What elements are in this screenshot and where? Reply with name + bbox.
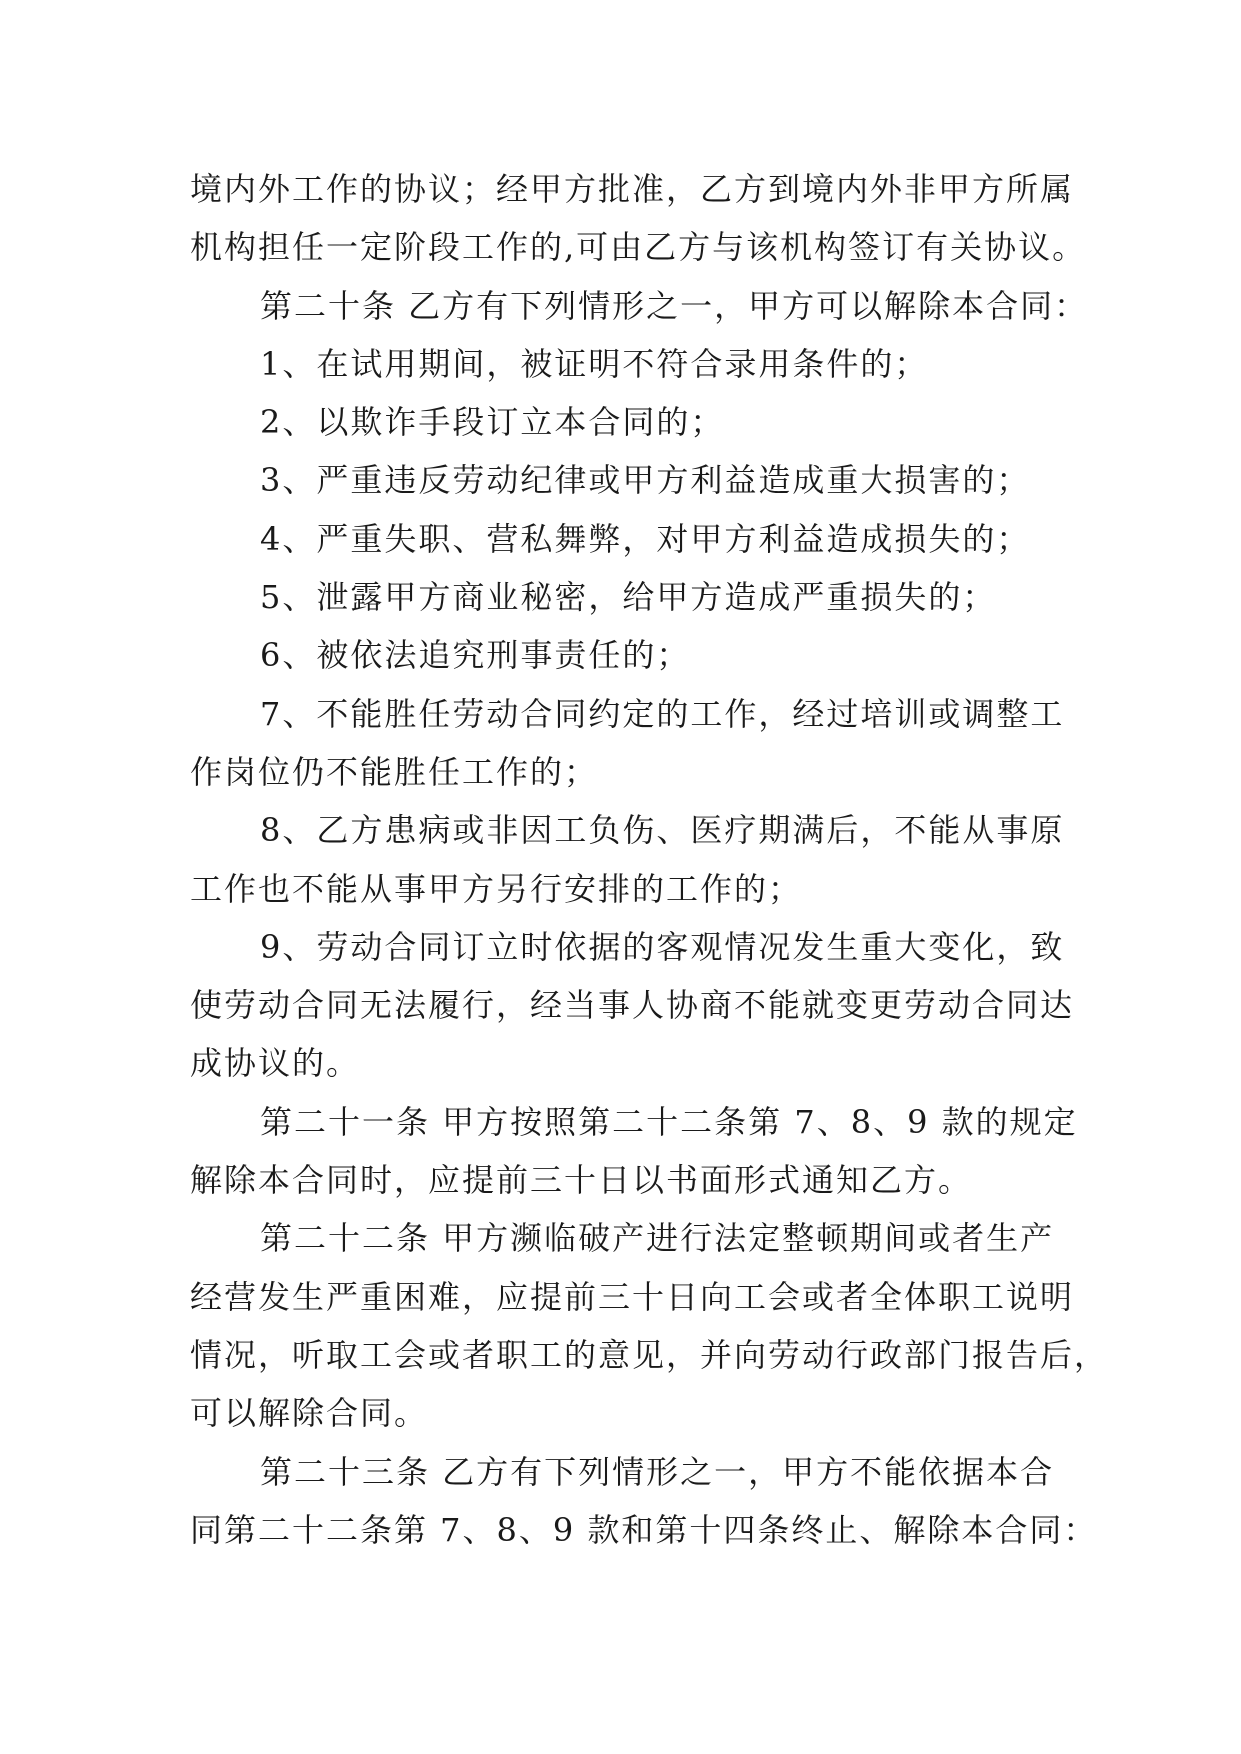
text-line: 经营发生严重困难，应提前三十日向工会或者全体职工说明 — [190, 1277, 1075, 1316]
list-item: 6、被依法追究刑事责任的； — [260, 636, 691, 675]
article-23-heading: 第二十三条 乙方有下列情形之一，甲方不能依据本合 — [260, 1452, 1055, 1491]
text-line: 情况，听取工会或者职工的意见，并向劳动行政部门报告后， — [190, 1335, 1109, 1374]
text-line: 机构担任一定阶段工作的,可由乙方与该机构签订有关协议。 — [190, 228, 1087, 267]
list-item: 7、不能胜任劳动合同约定的工作，经过培训或调整工 — [260, 694, 1065, 733]
article-20-heading: 第二十条 乙方有下列情形之一，甲方可以解除本合同： — [260, 286, 1089, 325]
text-line: 同第二十二条第 7、8、9 款和第十四条终止、解除本合同： — [190, 1510, 1098, 1549]
list-item: 9、劳动合同订立时依据的客观情况发生重大变化，致 — [260, 927, 1065, 966]
list-item: 5、泄露甲方商业秘密，给甲方造成严重损失的； — [260, 578, 997, 617]
list-item: 8、乙方患病或非因工负伤、医疗期满后，不能从事原 — [260, 811, 1065, 850]
list-item: 2、以欺诈手段订立本合同的； — [260, 403, 725, 442]
text-line: 使劳动合同无法履行，经当事人协商不能就变更劳动合同达 — [190, 986, 1075, 1025]
text-line: 作岗位仍不能胜任工作的； — [190, 752, 599, 791]
text-line: 可以解除合同。 — [190, 1394, 429, 1433]
text-line: 解除本合同时，应提前三十日以书面形式通知乙方。 — [190, 1161, 973, 1200]
text-line: 工作也不能从事甲方另行安排的工作的； — [190, 869, 803, 908]
list-item: 3、严重违反劳动纪律或甲方利益造成重大损害的； — [260, 461, 1031, 500]
list-item: 1、在试用期间，被证明不符合录用条件的； — [260, 344, 929, 383]
article-21-heading: 第二十一条 甲方按照第二十二条第 7、8、9 款的规定 — [260, 1102, 1078, 1141]
contract-text — [190, 160, 1109, 1559]
list-item: 4、严重失职、营私舞弊，对甲方利益造成损失的； — [260, 519, 1031, 558]
text-line: 境内外工作的协议；经甲方批准，乙方到境内外非甲方所属 — [190, 170, 1075, 208]
article-22-heading: 第二十二条 甲方濒临破产进行法定整顿期间或者生产 — [260, 1219, 1055, 1258]
text-line: 成协议的。 — [190, 1044, 361, 1083]
